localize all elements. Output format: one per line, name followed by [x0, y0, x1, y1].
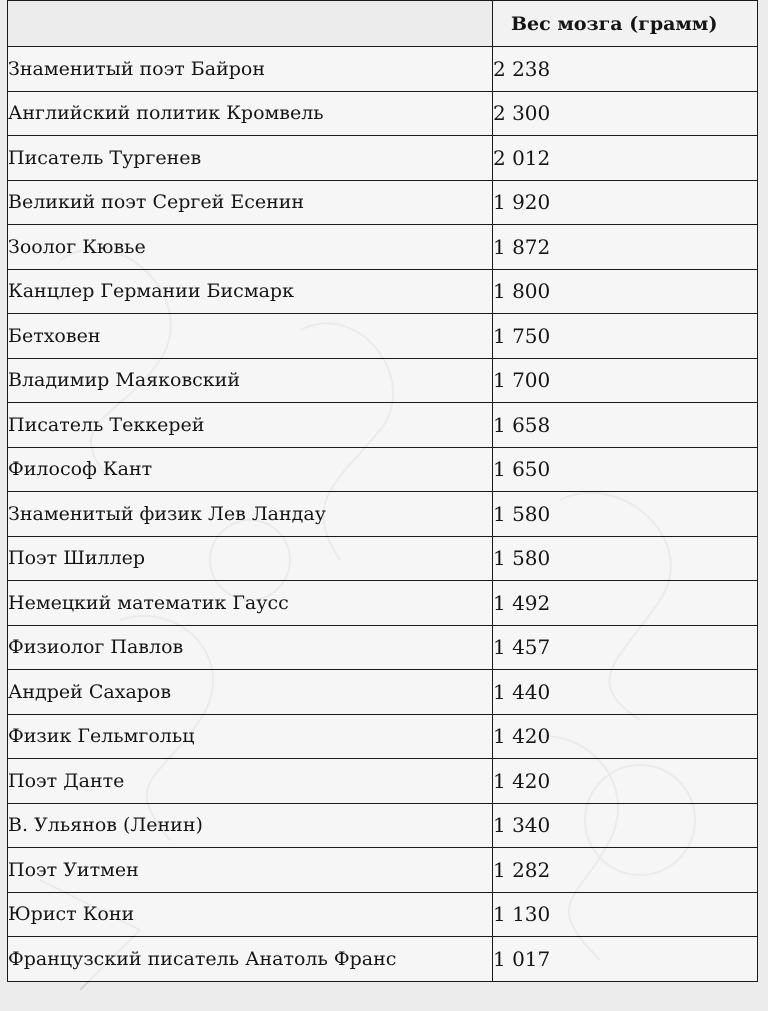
brain-weight: 1 492: [493, 581, 758, 626]
header-name-cell: [8, 1, 493, 47]
table-row: [8, 225, 758, 270]
person-name: Владимир Маяковский: [8, 358, 493, 403]
brain-weight: 2 300: [493, 91, 758, 136]
person-name: Физик Гельмгольц: [8, 714, 493, 759]
table-row: [8, 937, 758, 982]
person-name: Писатель Тургенев: [8, 136, 493, 181]
person-name: Юрист Кони: [8, 892, 493, 937]
table-row: [8, 803, 758, 848]
table-row: [8, 536, 758, 581]
table-row: [8, 136, 758, 181]
person-name: Поэт Данте: [8, 759, 493, 804]
brain-weight: 1 700: [493, 358, 758, 403]
table-row: [8, 269, 758, 314]
table-row: [8, 403, 758, 448]
table-row: [8, 581, 758, 626]
brain-weight: 1 420: [493, 714, 758, 759]
person-name: Знаменитый физик Лев Ландау: [8, 492, 493, 537]
brain-weight: 1 920: [493, 180, 758, 225]
table-row: [8, 892, 758, 937]
brain-weight: 1 017: [493, 937, 758, 982]
table-row: [8, 492, 758, 537]
brain-weight: 1 420: [493, 759, 758, 804]
brain-weight: 1 658: [493, 403, 758, 448]
brain-weight: 2 238: [493, 47, 758, 92]
person-name: Писатель Теккерей: [8, 403, 493, 448]
person-name: Немецкий математик Гаусс: [8, 581, 493, 626]
person-name: Поэт Уитмен: [8, 848, 493, 893]
brain-weight: 1 872: [493, 225, 758, 270]
table-row: [8, 358, 758, 403]
person-name: Бетховен: [8, 314, 493, 359]
person-name: Знаменитый поэт Байрон: [8, 47, 493, 92]
person-name: Французский писатель Анатоль Франс: [8, 937, 493, 982]
brain-weight: 1 282: [493, 848, 758, 893]
person-name: Физиолог Павлов: [8, 625, 493, 670]
table-row: [8, 314, 758, 359]
table-header-row: [8, 1, 758, 47]
header-weight-cell: Вес мозга (грамм): [493, 1, 758, 47]
brain-weight: 1 130: [493, 892, 758, 937]
brain-weight: 2 012: [493, 136, 758, 181]
brain-weight: 1 650: [493, 447, 758, 492]
table-row: [8, 180, 758, 225]
table-row: [8, 447, 758, 492]
person-name: Великий поэт Сергей Есенин: [8, 180, 493, 225]
table-row: [8, 91, 758, 136]
person-name: В. Ульянов (Ленин): [8, 803, 493, 848]
table-row: [8, 848, 758, 893]
brain-weight: 1 580: [493, 492, 758, 537]
brain-weight: 1 750: [493, 314, 758, 359]
brain-weight: 1 340: [493, 803, 758, 848]
table-row: [8, 714, 758, 759]
person-name: Канцлер Германии Бисмарк: [8, 269, 493, 314]
brain-weight-table: [7, 0, 758, 982]
brain-weight: 1 800: [493, 269, 758, 314]
person-name: Андрей Сахаров: [8, 670, 493, 715]
table-row: [8, 625, 758, 670]
table-row: [8, 759, 758, 804]
table-row: [8, 670, 758, 715]
table-row: [8, 47, 758, 92]
person-name: Зоолог Кювье: [8, 225, 493, 270]
person-name: Философ Кант: [8, 447, 493, 492]
brain-weight: 1 457: [493, 625, 758, 670]
brain-weight: 1 440: [493, 670, 758, 715]
brain-weight: 1 580: [493, 536, 758, 581]
person-name: Английский политик Кромвель: [8, 91, 493, 136]
person-name: Поэт Шиллер: [8, 536, 493, 581]
